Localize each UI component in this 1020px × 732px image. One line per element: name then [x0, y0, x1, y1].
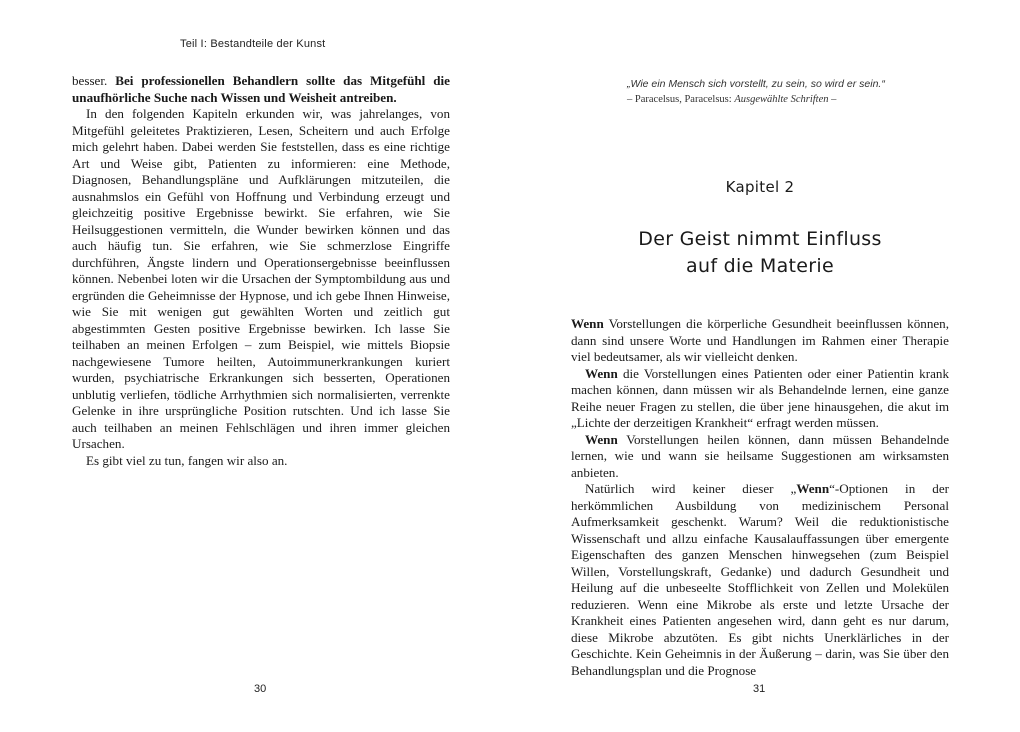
text-run: die Vorstellungen eines Patienten oder einer Patientin krank machen können, dann müssen wir als Behandelnde lernen, eine ganze Reihe neuer Fragen zu stellen, die über jene hinausgehen, die akut im „Lichte der derzeitigen Krankheit“ erfragt werden müssen. [571, 365, 949, 430]
paragraph: Es gibt viel zu tun, fangen wir also an. [86, 452, 288, 468]
text-run: Natürlich wird keiner dieser „ [585, 481, 797, 496]
page-number: 30 [254, 683, 267, 695]
chapter-title [571, 226, 949, 280]
text-run: besser. [72, 73, 108, 88]
right-page [571, 0, 949, 732]
text-run: Vorstellungen die körperliche Gesundheit beeinflussen können, dann sind unsere Worte und Handlungen im Rahmen einer Therapie viel bedeutsamer, als wir vielleicht denken. [571, 316, 949, 364]
running-head: Teil I: Bestandteile der Kunst [180, 38, 326, 50]
bold-text-run: Bei professionellen Behandlern sollte das Mitgefühl die unaufhörliche Suche nach Wissen und Weisheit antreiben. [72, 73, 450, 105]
bold-text-run: Wenn [585, 365, 618, 381]
paragraph [571, 316, 949, 366]
epigraph-source-title: Ausgewählte Schriften [734, 94, 829, 105]
right-body-text [571, 316, 949, 679]
paragraph [571, 432, 949, 482]
left-page [72, 0, 450, 732]
paragraph [571, 366, 949, 432]
paragraph [571, 481, 949, 679]
text-run: Vorstellungen heilen können, dann müssen Behandelnde lernen, wie und wann sie heilsame Suggestionen am wirksamsten anbieten. [571, 431, 949, 480]
epigraph-source [627, 92, 927, 108]
text-run: “-Optionen in der herkömmlichen Ausbildung von medizinischem Personal Aufmerksamkeit geschenkt. Warum? Weil die reduktionistische Wissenschaft und allzu einfache Kausalauffassungen über emergente Eigenschaften des ganzen Menschen hinwegsehen (zum Beispiel Willen, Vorstellungskraft, Gedanke) und dadurch Gesundheit und Heilung auf die unbeseelte Stofflichkeit von Zellen und Molekülen reduzieren. Wenn eine Mikrobe als erste und letzte Ursache der Krankheit eines Patienten angesehen wird, dann geht es nur darum, diese Mikrobe abzutöten. Es gibt nichts Unerklärliches in der Geschichte. Kein Geheimnis in der Äußerung – darin, was Sie über den Behandlungsplan und die Prognose [571, 481, 949, 678]
chapter-label: Kapitel 2 [725, 178, 795, 196]
bold-text-run: Wenn [585, 431, 618, 447]
bold-text-run: Wenn [796, 481, 830, 496]
paragraph: In den folgenden Kapiteln erkunden wir, was jahrelanges, von Mitgefühl geleitetes Praktizieren, Lesen, Scheitern und auch Erfolge mich gelehrt haben. Dabei werden Sie feststellen, dass es eine richtige Art und Weise gibt, Patienten zu informieren: eine Methode, Diagnosen, Behandlungspläne und Aufklärungen mitzuteilen, die ausnahmslos ein Gefühl von Hoffnung und Verbindung erzeugt und gleichzeitig positive Ergebnisse bewirkt. Sie erfahren, wie Sie Heilsuggestionen vermitteln, die Wunder bewirken können und das auch häufig tun. Sie erfahren, wie Sie schmerzlose Eingriffe durchführen, Ängste lindern und Operationsergebnisse beeinflussen können. Nebenbei loten wir die Ursachen der Symptombildung aus und ergründen die Geheimnisse der Hypnose, und ich gebe Ihnen Hinweise, wie Sie mit wenigen gut gewählten Worten und zeitlich gut abgestimmten Gesten positive Ergebnisse bewirken. Ich lasse Sie teilhaben an meinen Erfolgen – zum Beispiel, wie mittels Biopsie nachgewiesene Tumore heilten, Autoimmunerkrankungen kuriert wurden, psychiatrische Erkrankungen sich besserten, Operationen unblutig verliefen, tödliche Arrhythmien sich normalisierten, verrenkte Gelenke in ihre ursprüngliche Position rutschten. Und ich lasse Sie auch teilhaben an meinen Fehlschlägen und ihren immer gleichen Ursachen. [72, 106, 450, 451]
chapter-title-line: Der Geist nimmt Einfluss [638, 228, 882, 250]
page-number: 31 [753, 683, 766, 695]
epigraph-quote: „Wie ein Mensch sich vorstellt, zu sein, so wird er sein.“ [627, 78, 885, 90]
epigraph-source-suffix: – [828, 94, 837, 105]
left-body-text [72, 73, 450, 469]
chapter-title-line: auf die Materie [686, 255, 834, 277]
epigraph [627, 76, 927, 108]
paragraph [72, 73, 450, 106]
epigraph-source-prefix: – Paracelsus, Paracelsus: [627, 94, 735, 105]
bold-text-run: Wenn [571, 316, 604, 331]
